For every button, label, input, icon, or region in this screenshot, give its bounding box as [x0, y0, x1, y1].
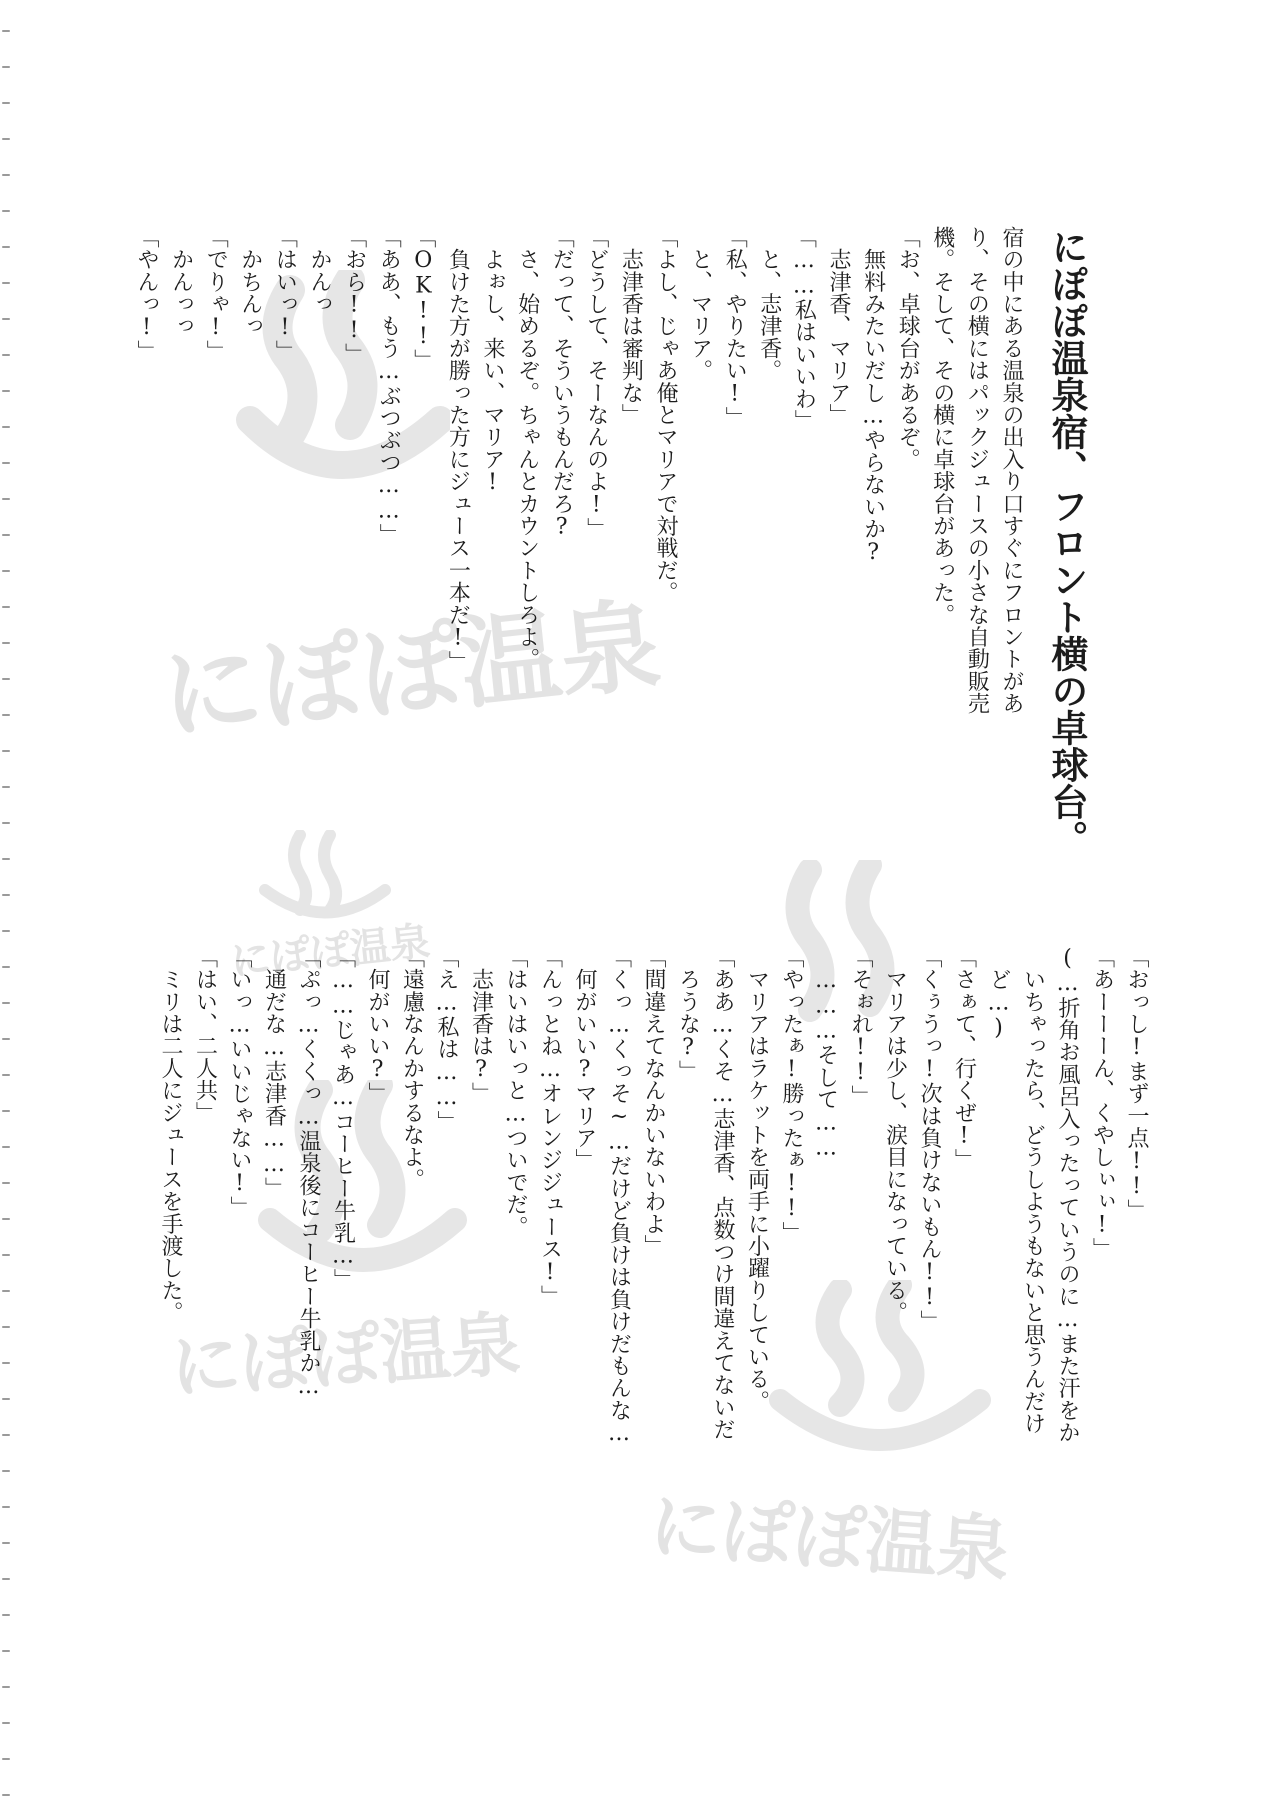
- text-column: かんっっ: [168, 226, 194, 337]
- text-column: 「はいはいっと…ついでだ。: [503, 946, 528, 1238]
- text-column: り、その横にはパックジュースの小さな自動販売: [964, 226, 990, 715]
- text-column: マリアはラケットを両手に小躍りしている。: [744, 946, 770, 1413]
- text-column: 「……私はいいわ」: [791, 226, 817, 432]
- text-column: ど…): [986, 946, 1011, 1041]
- text-column: 「はいっ!」: [272, 226, 298, 363]
- text-column: 「ぷっ…くくっ…温泉後にコーヒー牛乳か…: [296, 946, 321, 1399]
- text-column: 「はい、二人共」: [192, 946, 218, 1124]
- binding-marks: [0, 0, 14, 1817]
- text-column: 無料みたいだし…やらないか?: [860, 226, 886, 565]
- text-column: 「間違えてなんかいないわよ」: [641, 946, 666, 1257]
- text-column: 「遠慮なんかするなよ。: [399, 946, 425, 1191]
- text-column: マリアは少し、涙目になっている。: [882, 946, 908, 1324]
- text-column: 志津香は?」: [468, 946, 494, 1105]
- text-column: 宿の中にある温泉の出入り口すぐにフロントがあ: [999, 226, 1024, 715]
- text-column: いちゃったら、どうしようもないと思うんだけ: [1020, 946, 1046, 1435]
- text-column: 志津香、マリア」: [826, 226, 851, 426]
- text-column: さ、始めるぞ。ちゃんとカウントしろよ。: [514, 226, 540, 670]
- text-column: 「OK!!」: [410, 226, 436, 372]
- text-column: と、志津香。: [756, 226, 782, 382]
- text-column: 「え…私は……」: [434, 946, 459, 1133]
- text-column: ………そして……: [813, 946, 839, 1161]
- text-column: 「くぅうっ!次は負けないもん!!」: [917, 946, 942, 1333]
- text-column: 「くっ…くっそ~…だけど負けは負けだもんな…: [606, 946, 632, 1447]
- onsen-watermark-icon-4: [760, 1280, 1000, 1460]
- text-column: かちんっ: [237, 226, 263, 337]
- text-column: ミリは二人にジュースを手渡した。: [158, 946, 183, 1324]
- text-column: 「……じゃあ…コーヒー牛乳…」: [330, 946, 356, 1291]
- text-column: 「どうして、そーなんのよ!」: [583, 226, 609, 540]
- text-column: と、マリア。: [687, 226, 713, 382]
- watermark-text-1: にぽぽ温泉: [156, 586, 666, 755]
- text-column: 何がいい?」: [365, 946, 390, 1105]
- text-column: 志津香は審判な」: [618, 226, 644, 426]
- watermark-text-2: にぽぽ温泉: [228, 918, 433, 986]
- text-column: ろうな?」: [675, 946, 701, 1083]
- watermark-text-4: にぽぽ温泉: [647, 1483, 1013, 1593]
- text-column: 「お、卓球台があるぞ。: [895, 226, 921, 471]
- text-column: 「やんっ!」: [134, 226, 159, 363]
- text-column: 「んっとね…オレンジジュース!」: [537, 946, 563, 1308]
- text-column: かんっ: [307, 226, 332, 315]
- page-title: にぽぽ温泉宿、フロント横の卓球台。: [1045, 228, 1088, 857]
- text-column: 「おら!!」: [341, 226, 367, 366]
- text-column: 「ああ…くそ…志津香、点数つけ間違えてないだ: [710, 946, 735, 1441]
- text-column: 機。そして、その横に卓球台があった。: [929, 226, 955, 626]
- text-column: 何がいい?マリア」: [572, 946, 597, 1171]
- text-column: 「あーーーん、くやしぃぃ!」: [1089, 946, 1115, 1260]
- text-column: よぉし、来い、マリア!: [480, 226, 505, 496]
- text-column: 「そぉれ!!」: [848, 946, 873, 1108]
- onsen-watermark-icon-small: [250, 830, 400, 930]
- text-column: 「私、やりたい!」: [722, 226, 748, 429]
- text-column: 「やったぁ!勝ったぁ!!」: [779, 946, 804, 1244]
- text-column: 「いっ…いいじゃない!」: [227, 946, 252, 1219]
- watermark-text-3: にぽぽ温泉: [167, 1302, 523, 1410]
- text-column: 「さぁて、行くぜ!」: [951, 946, 977, 1171]
- text-column: 通だな…志津香……」: [261, 946, 287, 1200]
- text-column: 「でりゃ!」: [203, 226, 229, 363]
- text-column: 「ああ、もう…ぶつぶつ……」: [376, 226, 402, 546]
- text-column: (…折角お風呂入ったっていうのに…また汗をか: [1055, 946, 1080, 1444]
- text-column: 「よし、じゃあ俺とマリアで対戦だ。: [653, 226, 678, 604]
- text-column: 負けた方が勝った方にジュース一本だ!」: [445, 226, 471, 673]
- text-column: 「おっし!まず一点!!」: [1124, 946, 1149, 1222]
- text-column: 「だって、そういうもんだろ?: [549, 226, 575, 540]
